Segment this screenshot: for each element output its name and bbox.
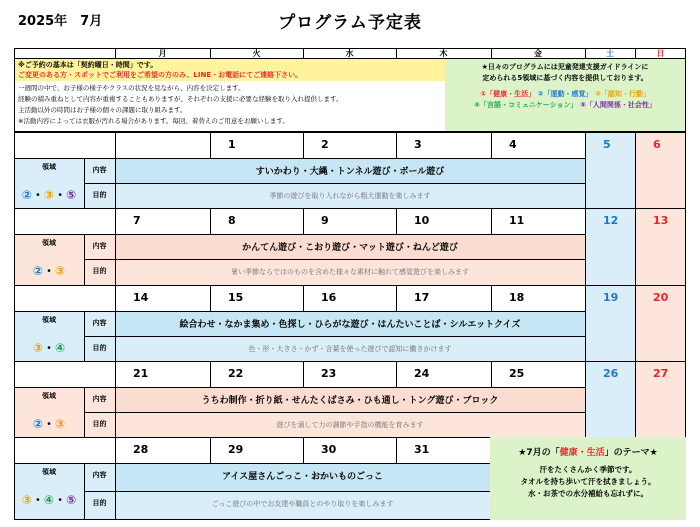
day-number: 1 bbox=[228, 138, 236, 151]
day-number: 28 bbox=[133, 443, 149, 456]
domain-legend: ★日々のプログラムには児童発達支援ガイドラインに 定められる5領域に基づく内容を提供しております。 ①「健康・生活」 ②「運動・感覚」 ③「認知・行動」 ④「言語・コミュニケーション」 ⑤「人間関係・社会性」 bbox=[445, 59, 685, 131]
day-number: 5 bbox=[603, 138, 611, 151]
domain-label: 領域 bbox=[42, 316, 56, 324]
domain-1: ①「健康・生活」 bbox=[480, 90, 536, 98]
day-number: 11 bbox=[509, 214, 525, 227]
day-number: 8 bbox=[228, 214, 236, 227]
week-activity: 絵合わせ・なかま集め・色探し・ひらがな遊び・はんたいことば・シルエットクイズ bbox=[179, 320, 521, 330]
weekday-wed: 水 bbox=[345, 49, 354, 58]
week-activity: アイス屋さんごっこ・おかいものごっこ bbox=[222, 472, 383, 482]
day-number: 26 bbox=[603, 367, 619, 380]
weekday-sun: 日 bbox=[656, 49, 665, 58]
day-number: 24 bbox=[414, 367, 430, 380]
weekday-tue: 火 bbox=[252, 49, 261, 58]
day-number: 23 bbox=[321, 367, 337, 380]
purpose-label: 目的 bbox=[92, 344, 107, 352]
week-domains: ②・③・⑤ bbox=[21, 188, 77, 202]
monthly-theme-box bbox=[490, 437, 686, 520]
day-number: 14 bbox=[133, 291, 149, 304]
day-number: 16 bbox=[321, 291, 337, 304]
day-number: 4 bbox=[509, 138, 517, 151]
theme-title: ★7月の「健康・生活」のテーマ★ bbox=[518, 448, 658, 458]
day-number: 13 bbox=[653, 214, 669, 227]
domain-2: ②「運動・感覚」 bbox=[537, 90, 593, 98]
content-label: 内容 bbox=[92, 395, 107, 403]
week-domains: ②・③ bbox=[32, 264, 66, 278]
day-number: 29 bbox=[228, 443, 244, 456]
domain-label: 領域 bbox=[42, 163, 56, 171]
domain-5: ⑤「人間関係・社会性」 bbox=[580, 101, 656, 109]
day-number: 19 bbox=[603, 291, 619, 304]
day-number: 12 bbox=[603, 214, 619, 227]
week-domains: ②・③ bbox=[32, 417, 66, 431]
week-activity: すいかわり・大縄・トンネル遊び・ボール遊び bbox=[255, 167, 445, 177]
weekday-thu: 木 bbox=[439, 49, 448, 58]
page-title: プログラム予定表 bbox=[278, 13, 422, 33]
week-domains: ③・④・⑤ bbox=[21, 493, 77, 507]
booking-notice: ※ご予約の基本は「契約曜日・時間」です。 ご変更のある方・スポットでご利用をご希望の方のみ、LINE・お電話にてご連絡下さい。 bbox=[15, 59, 445, 81]
domain-label: 領域 bbox=[42, 392, 56, 400]
day-number: 20 bbox=[653, 291, 669, 304]
purpose-label: 目的 bbox=[92, 420, 107, 428]
week-activity: かんてん遊び・こおり遊び・マット遊び・ねんど遊び bbox=[242, 243, 458, 253]
week-purpose: ごっこ遊びの中でお友達や職員とのやり取りを楽しみます bbox=[211, 500, 394, 508]
day-number: 15 bbox=[228, 291, 244, 304]
theme-line-2: タオルを持ち歩いて汗を拭きましょう。 bbox=[520, 477, 656, 486]
week-purpose: 色・形・大きさ・かず・言葉を使った遊びで認知に働きかけます bbox=[248, 345, 452, 353]
day-number: 25 bbox=[509, 367, 525, 380]
day-number: 17 bbox=[414, 291, 430, 304]
content-label: 内容 bbox=[92, 319, 107, 327]
weekday-sat: 土 bbox=[606, 49, 614, 58]
program-notes: 一週間の中で、お子様の様子やクラスの状況を見ながら、内容を決定します。 経験の積み重ねとして内容が重複することもありますが、それぞれの支援に必要な経験を取り入れ提供します。 主活動以外の時間はお子様の個々の課題に取り組みます。 ※活動内容によっては衣服が汚れる場合があります。毎回、着替えのご用意をお願いします。 bbox=[18, 84, 343, 125]
day-number: 21 bbox=[133, 367, 149, 380]
domain-label: 領域 bbox=[42, 468, 56, 476]
purpose-label: 目的 bbox=[92, 499, 107, 507]
day-number: 10 bbox=[414, 214, 430, 227]
day-number: 3 bbox=[414, 138, 422, 151]
day-number: 31 bbox=[414, 443, 430, 456]
week-activity: うちわ制作・折り紙・せんたくばさみ・ひも通し・トング遊び・ブロック bbox=[201, 396, 499, 406]
domain-label: 領域 bbox=[42, 239, 56, 247]
domain-3: ③「認知・行動」 bbox=[594, 90, 650, 98]
month-label: 2025年 7月 bbox=[18, 14, 103, 29]
weekday-mon: 月 bbox=[158, 49, 167, 58]
day-number: 22 bbox=[228, 367, 244, 380]
theme-line-3: 水・お茶での水分補給も忘れずに。 bbox=[528, 489, 648, 498]
day-number: 27 bbox=[653, 367, 669, 380]
domain-4: ④「言語・コミュニケーション」 bbox=[474, 101, 578, 109]
content-label: 内容 bbox=[92, 166, 107, 174]
day-number: 9 bbox=[321, 214, 329, 227]
content-label: 内容 bbox=[92, 471, 107, 479]
week-purpose: 季節の遊びを取り入れながら粗大運動を楽しみます bbox=[269, 192, 431, 200]
week-purpose: 暑い季節ならではのものを含めた様々な素材に触れて感覚遊びを楽しみます bbox=[231, 268, 469, 276]
purpose-label: 目的 bbox=[92, 267, 107, 275]
day-number: 6 bbox=[653, 138, 661, 151]
theme-line-1: 汗をたくさんかく季節です。 bbox=[539, 465, 637, 474]
day-number: 18 bbox=[509, 291, 525, 304]
day-number: 2 bbox=[321, 138, 329, 151]
weekday-fri: 金 bbox=[534, 49, 542, 58]
week-domains: ③・④ bbox=[32, 341, 66, 355]
day-number: 30 bbox=[321, 443, 337, 456]
week-purpose: 遊びを通して力の調節や手指の機能を育みます bbox=[276, 421, 424, 429]
day-number: 7 bbox=[133, 214, 141, 227]
content-label: 内容 bbox=[92, 242, 107, 250]
purpose-label: 目的 bbox=[92, 191, 107, 199]
